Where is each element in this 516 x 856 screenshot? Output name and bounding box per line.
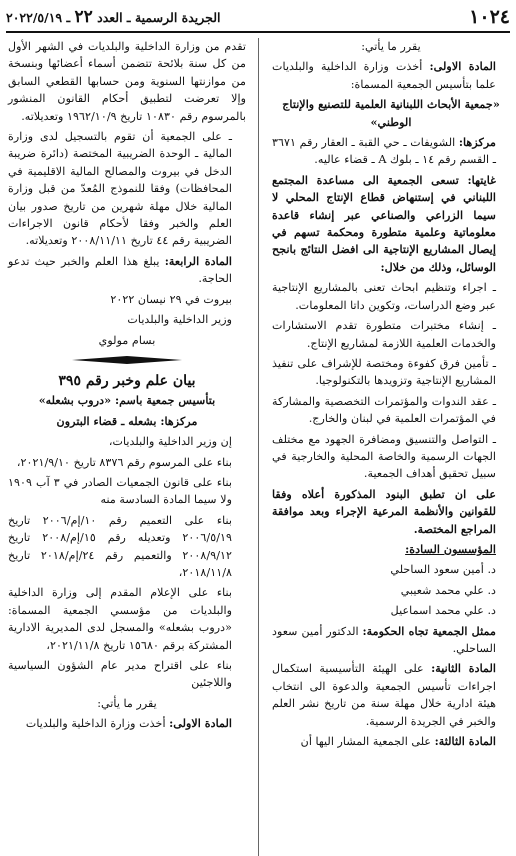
notice-hq: مركزها: بشعله ـ قضاء البترون <box>56 413 198 428</box>
continued-text: تقدم من وزارة الداخلية والبلديات في الشهر الأول من كل سنة بلائحة تتضمن أسماء أعضائها وبنسخة من موازنتها السنوية ومن حسابها القطعي السابق وإلا تعرضت لتطبيق أحكام القانون المنشور بالمرسوم رقم ١٠٨٣٠ تاريخ ١٩٦٢/١٠/٩ وتعديلاته. <box>8 40 246 123</box>
article-2-label: المادة الثانية: <box>431 661 496 676</box>
page-number: ١٠٢٤ <box>469 6 510 28</box>
legal-basis-item: بناء على التعميم رقم ١٠/إم/٢٠٠٦ تاريخ ٢٠٠٦/٥/١٩ وتعديله رقم ١٥/إم/٢٠٠٨ تاريخ ٢٠٠٨/٩/١٢ والتعميم رقم ٢٤/إم/٢٠١٨ تاريخ ٢٠١٨/١١/٨، <box>8 513 232 579</box>
gazette-name: الجريدة الرسمية ـ العدد <box>97 10 221 25</box>
right-column <box>272 38 510 753</box>
founder-item: د. علي محمد شعيبي <box>400 583 496 597</box>
notice-title: بيان علم وخبر رقم ٣٩٥ <box>58 372 196 389</box>
goal-item: ـ تأمين فرق كفوءة ومختصة للإشراف على تنفيذ المشاريع الإنتاجية وتزويدها بالتكنولوجيا. <box>272 356 496 388</box>
rep-label: ممثل الجمعية تجاه الحكومة: <box>362 623 496 638</box>
article-4 <box>8 253 246 288</box>
association-name: «جمعية الأبحاث اللبنانية العلمية للتصنيع والإنتاج الوطني» <box>282 97 500 129</box>
gazette-issue-line <box>6 7 221 27</box>
legal-basis-item: بناء على الإعلام المقدم إلى وزارة الداخلية والبلديات من مؤسسي الجمعية المسماة: «دروب بشعله» والمسجل لدى المديرية الادارية المشتركة برقم ١٥٦٨٠ تاريخ ٢٠٢١/١١/٨، <box>8 586 232 652</box>
hq-text: الشويفات ـ حي القبة ـ العقار رقم ٣٦٧١ ـ القسم رقم ١٤ ـ بلوك A ـ قضاء عاليه. <box>272 136 496 167</box>
hq-label: مركزها: <box>458 135 496 150</box>
commitment-clause: على ان تطبق البنود المذكورة أعلاه وفقا للقوانين والأنظمة المرعية الإجراء وبعد موافقة المراجع المختصة. <box>272 486 496 536</box>
article-3-text: على الجمعية المشار اليها أن <box>300 735 435 749</box>
minister-title: وزير الداخلية والبلديات <box>127 313 232 327</box>
decides-heading: يقرر ما يأتي: <box>97 696 157 710</box>
article-2 <box>272 660 510 730</box>
minister-intro: إن وزير الداخلية والبلديات، <box>108 435 232 449</box>
article-1 <box>8 715 246 732</box>
decides-heading: يقرر ما يأتي: <box>361 40 421 53</box>
separator-ornament-icon <box>72 355 182 365</box>
legal-basis-item: بناء على اقتراح مدير عام الشؤون السياسية واللاجئين <box>8 659 232 690</box>
header-rule <box>6 31 510 33</box>
association-goals <box>272 172 510 276</box>
article-2-text: على الهيئة التأسيسية استكمال اجراءات تأسيس الجمعية والدعوة الى انتخاب هيئة ادارية خلال مهلة سنة من تاريخ نشر العلم والخبر في الجريدة الرسمية. <box>272 662 496 728</box>
article-1 <box>272 58 510 93</box>
founder-item: د. علي محمد اسماعيل <box>390 604 496 618</box>
rep-text: الدكتور أمين سعود الساحلي. <box>272 624 496 655</box>
article-1-text: أخذت وزارة الداخلية والبلديات <box>25 717 170 731</box>
article-4-text: يبلغ هذا العلم والخبر حيث تدعو الحاجة. <box>8 254 232 286</box>
page-header <box>6 4 510 30</box>
founders-label: المؤسسون السادة: <box>405 541 496 556</box>
notice-subtitle: بتأسيس جمعية باسم: «دروب بشعله» <box>38 393 216 408</box>
government-representative <box>272 623 510 658</box>
article-3-label: المادة الثالثة: <box>434 734 496 749</box>
legal-basis-item: بناء على المرسوم رقم ٨٣٧٦ تاريخ ٢٠٢١/٩/١٠، <box>16 455 232 469</box>
article-1-label: المادة الاولى: <box>429 59 497 74</box>
legal-basis-item: بناء على قانون الجمعيات الصادر في ٣ آب ١٩٠٩ ولا سيما المادة السادسة منه <box>8 475 232 507</box>
issue-number: ٢٢ <box>74 7 93 27</box>
goal-item: ـ اجراء وتنظيم ابحاث تعنى بالمشاريع الإنتاجية عبر وضع الدراسات، وتكوين داتا المعلومات. <box>272 281 496 312</box>
founder-item: د. أمين سعود الساحلي <box>390 563 496 577</box>
minister-signature-name: بسام مولوي <box>98 333 156 347</box>
column-divider <box>258 38 259 856</box>
goals-label: غايتها: <box>467 172 496 187</box>
article-4-label: المادة الرابعة: <box>164 253 232 268</box>
goal-item: ـ إنشاء مختبرات متطورة تقدم الاستشارات والخدمات العلمية اللازمة لمشاريع الإنتاج. <box>272 319 496 350</box>
association-hq <box>272 134 510 169</box>
issue-date: ـ ٢٠٢٢/٥/١٩ <box>6 10 71 25</box>
article-1-text: أخذت وزارة الداخلية والبلديات علما بتأسيس الجمعية المسماة: <box>272 60 496 91</box>
place-date: بيروت في ٢٩ نيسان ٢٠٢٢ <box>110 292 232 306</box>
article-1-label: المادة الاولى: <box>169 716 232 731</box>
tax-registration-clause: ـ على الجمعية أن تقوم بالتسجيل لدى وزارة المالية ـ الوحدة الضريبية المختصة (دائرة ضريبة الدخل في بيروت والمصالح المالية الاقليمية في المحافظات) وفقا للنموذج المُعدّ من قبل وزارة المالية خلال مهلة شهرين من تاريخ صدور بيان العلم والخبر وفقا لأحكام قانون الاجراءات الضريبية رقم ٤٤ تاريخ ٢٠٠٨/١١/١١ وتعديلاته. <box>8 130 232 248</box>
goals-text: تسعى الجمعية الى مساعدة المجتمع اللبناني في إستنهاض قطاع الإنتاج المحلي لا سيما الزراعي والصناعي عبر إنشاء قاعدة معلوماتية وعلمية متطورة ومحكمة تسهم في إيصال المشاريع الإنتاجية الى افضل النتائج بانجح الوسائل، وذلك من خلال: <box>272 172 496 274</box>
goal-item: ـ عقد الندوات والمؤتمرات التخصصية والمشاركة في المؤتمرات العلمية في لبنان والخارج. <box>272 394 496 426</box>
left-column <box>8 38 246 736</box>
goal-item: ـ التواصل والتنسيق ومضافرة الجهود مع مختلف الجهات الرسمية والخاصة المحلية والخارجية في سبيل تحقيق أهداف الجمعية. <box>272 432 496 481</box>
article-3 <box>272 733 510 750</box>
section-separator <box>8 355 246 365</box>
